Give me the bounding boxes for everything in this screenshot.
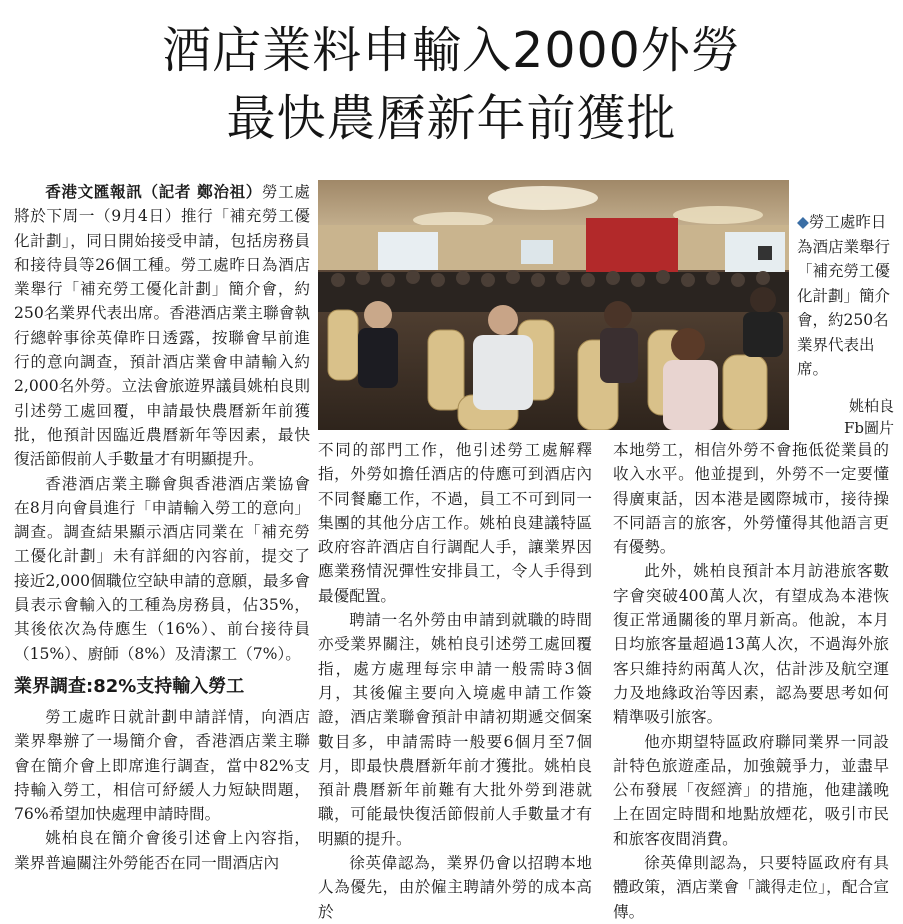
article-paragraph: 徐英偉認為，業界仍會以招聘本地人為優先，由於僱主聘請外勞的成本高於 <box>318 854 592 921</box>
event-photo <box>318 180 789 430</box>
article-paragraph: 姚柏良在簡介會後引述會上內容指，業界普遍關注外勞能否在同一間酒店內 <box>14 829 310 872</box>
article-paragraph: 本地勞工，相信外勞不會拖低從業員的收入水平。他並提到，外勞不一定要懂得廣東話，因本港是國際城市，接待操不同語言的旅客，外勞懂得其他語言更有優勢。 <box>613 441 889 557</box>
article-paragraph: 香港酒店業主聯會與香港酒店業協會在8月向會員進行「申請輸入勞工的意向」調查。調查結果顯示酒店同業在「補充勞工優化計劃」未有詳細的內容前，提交了接近2,000個職位空缺申請的意願，最多會員表示會輸入的工種為房務員，佔35%，其後依次為侍應生（16%）、前台接待員（15%）、廚師（8%）及清潔工（7%）。 <box>14 474 310 663</box>
article-column-2 <box>318 438 592 924</box>
article-paragraph: 不同的部門工作，他引述勞工處解釋指，外勞如擔任酒店的侍應可到酒店內不同餐廳工作，不過，員工不可到同一集團的其他分店工作。姚柏良建議特區政府容許酒店自行調配人手，讓業界因應業務情況彈性安排員工，令人手得到最優配置。 <box>318 441 592 605</box>
article-column-3 <box>613 438 889 924</box>
photo-credit: 姚柏良 Fb圖片 <box>843 397 894 437</box>
article-column-1 <box>14 180 310 875</box>
byline: 香港文匯報訊（記者 鄭治祖） <box>45 182 262 201</box>
headline-line-1: 酒店業料申輸入2000外勞 <box>162 22 741 79</box>
article-paragraph: 徐英偉則認為，只要特區政府有具體政策，酒店業會「識得走位」，配合宣傳。 <box>613 854 889 921</box>
headline-line-2: 最快農曆新年前獲批 <box>226 90 677 147</box>
article-paragraph: 聘請一名外勞由申請到就職的時間亦受業界關注，姚柏良引述勞工處回覆指，處方處理每宗申請一般需時3個月，其後僱主要向入境處申請工作簽證，酒店業聯會預計申請初期遞交個案數目多，申請需時一般要6個月至7個月，即最快農曆新年前才獲批。姚柏良預計農曆新年前難有大批外勞到港就職，可能最快復活節假前人手數量才有明顯的提升。 <box>318 611 592 848</box>
photo-caption: ◆勞工處昨日為酒店業舉行「補充勞工優化計劃」簡介會，約250名業界代表出席。 <box>797 213 891 378</box>
diamond-bullet-icon: ◆ <box>797 213 809 231</box>
article-paragraph: 他亦期望特區政府聯同業界一同設計特色旅遊產品，加強競爭力，並盡早公布發展「夜經濟」的措施，他建議晚上在固定時間和地點放煙花，吸引市民和旅客夜間消費。 <box>613 732 889 848</box>
subheading: 業界調查:82%支持輸入勞工 <box>14 675 245 697</box>
article-paragraph: 此外，姚柏良預計本月訪港旅客數字會突破400萬人次，有望成為本港恢復正常通關後的單月新高。他說，本月日均旅客量超過13萬人次，不過海外旅客只維持約兩萬人次，估計涉及航空運力及地緣政治等因素，認為要思考如何精準吸引旅客。 <box>613 562 889 727</box>
article-paragraph: 香港文匯報訊（記者 鄭治祖）勞工處將於下周一（9月4日）推行「補充勞工優化計劃」，同日開始接受申請，包括房務員和接待員等26個工種。勞工處昨日為酒店業舉行「補充勞工優化計劃」簡介會，約250名業界代表出席。香港酒店業主聯會執行總幹事徐英偉昨日透露，按聯會早前進行的意向調查，預計酒店業會申請輸入約2,000名外勞。立法會旅遊界議員姚柏良則引述勞工處回覆，申請最快農曆新年前獲批，他預計因臨近農曆新年等因素，最快復活節假前人手數量才有明顯提升。 <box>14 182 310 469</box>
article-paragraph: 勞工處昨日就計劃申請詳情，向酒店業界舉辦了一場簡介會，香港酒店業主聯會在簡介會上即席進行調查，當中82%支持輸入勞工，相信可紓緩人力短缺問題，76%希望加快處理申請時間。 <box>14 707 310 824</box>
